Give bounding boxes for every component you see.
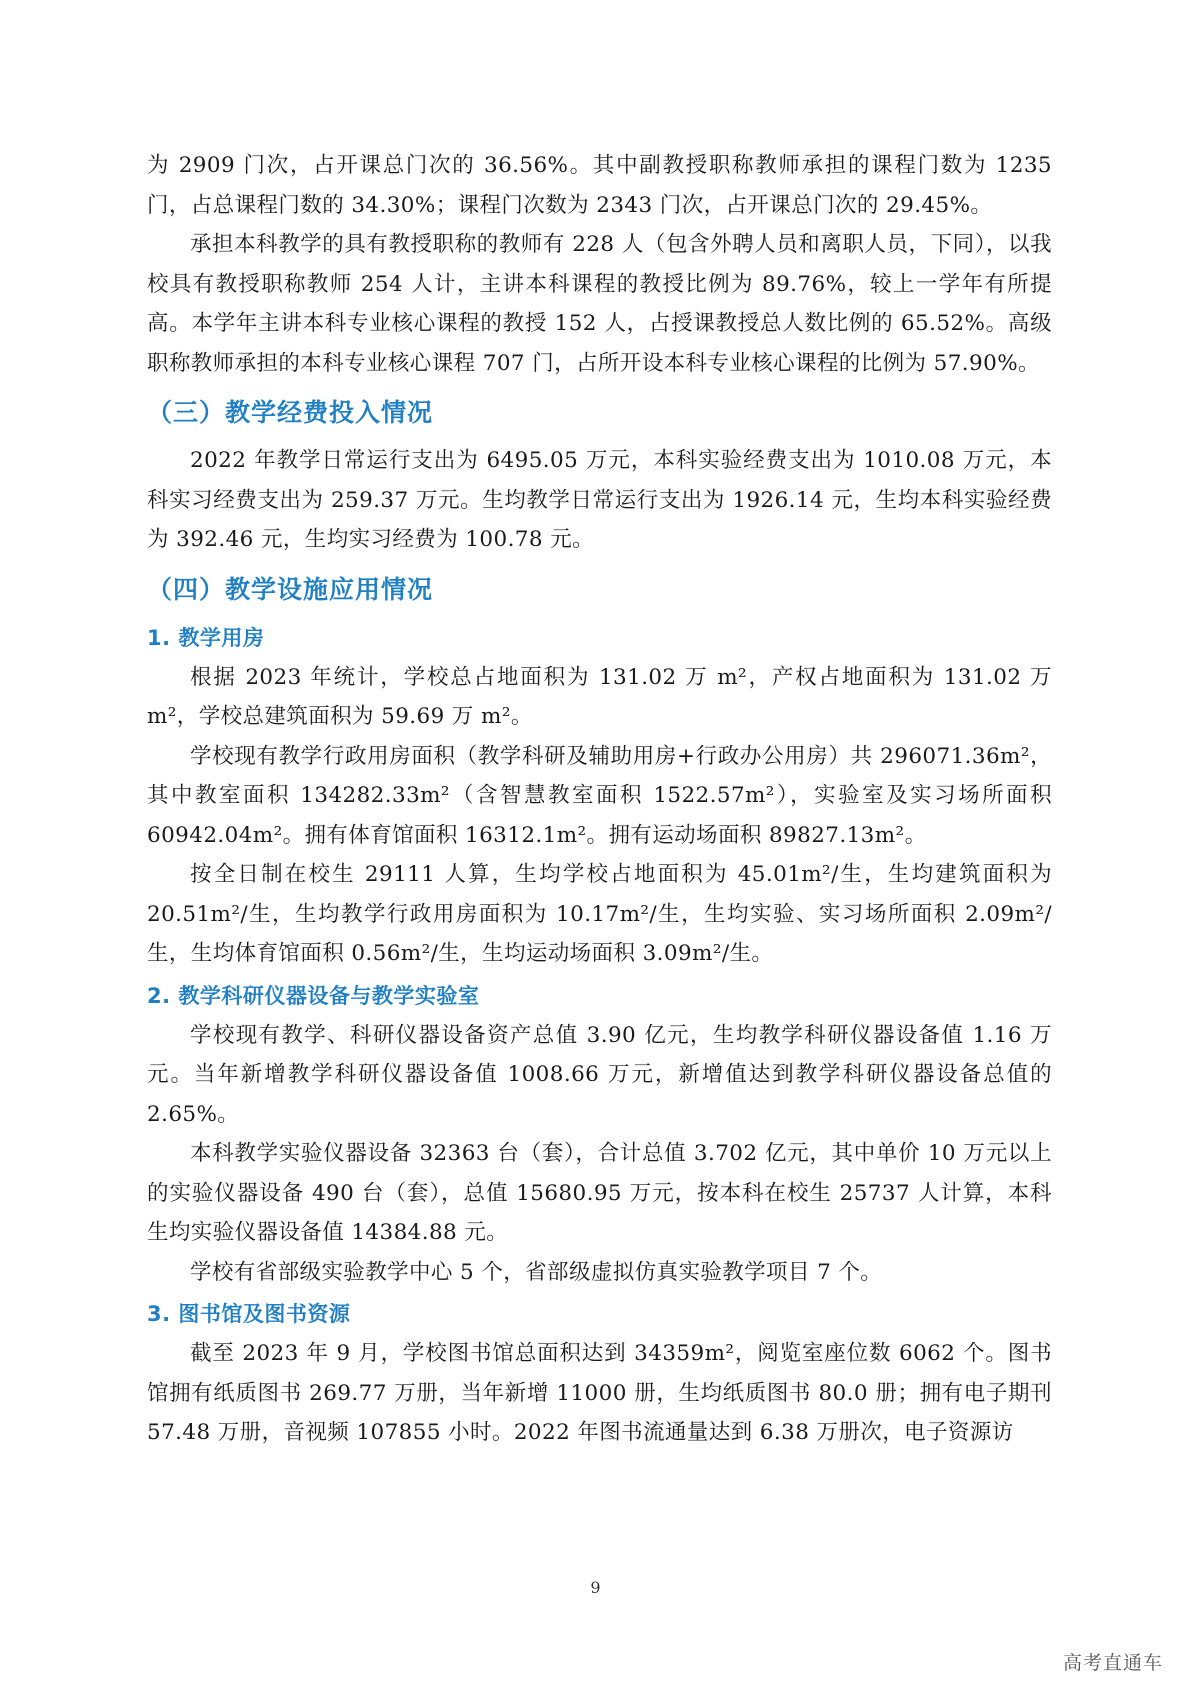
paragraph-lab-equipment: 本科教学实验仪器设备 32363 台（套），合计总值 3.702 亿元，其中单价 10 万元以上的实验仪器设备 490 台（套），总值 15680.95 万元，按本科在校生 25737 人计算，本科生均实验仪器设备值 14384.88 元。 [147, 1141, 1052, 1245]
watermark: 高考直通车 [1062, 1652, 1163, 1674]
paragraph-per-student-area: 按全日制在校生 29111 人算，生均学校占地面积为 45.01m²/生，生均建筑面积为 20.51m²/生，生均教学行政用房面积为 10.17m²/生，生均实验、实习场所面积 2.09m²/生，生均体育馆面积 0.56m²/生，生均运动场面积 3.09m²/生。 [147, 862, 1052, 966]
section-heading-facilities: （四）教学设施应用情况 [147, 574, 434, 604]
paragraph-course-stats: 为 2909 门次，占开课总门次的 36.56%。其中副教授职称教师承担的课程门数为 1235 门，占总课程门数的 34.30%；课程门次数为 2343 门次，占开课总门次的 29.45%。 [147, 153, 1052, 218]
paragraph-equipment-value: 学校现有教学、科研仪器设备资产总值 3.90 亿元，生均教学科研仪器设备值 1.16 万元。当年新增教学科研仪器设备值 1008.66 万元，新增值达到教学科研仪器设备总值的 2.65%。 [147, 1022, 1052, 1127]
paragraph-lab-centers: 学校有省部级实验教学中心 5 个，省部级虚拟仿真实验教学项目 7 个。 [190, 1259, 883, 1285]
subheading-library: 3. 图书馆及图书资源 [147, 1302, 351, 1326]
page-number: 9 [590, 1578, 601, 1597]
subheading-equipment-labs: 2. 教学科研仪器设备与教学实验室 [147, 983, 480, 1008]
paragraph-library: 截至 2023 年 9 月，学校图书馆总面积达到 34359m²，阅览室座位数 6062 个。图书馆拥有纸质图书 269.77 万册，当年新增 11000 册，生均纸质图书 80.0 册；拥有电子期刊 57.48 万册，音视频 107855 小时。2022 年图书流通量达到 6.38 万册次，电子资源访 [147, 1341, 1052, 1445]
paragraph-professor-teaching: 承担本科教学的具有教授职称的教师有 228 人（包含外聘人员和离职人员，下同），以我校具有教授职称教师 254 人计，主讲本科课程的教授比例为 89.76%，较上一学年有所提高。本学年主讲本科专业核心课程的教授 152 人，占授课教授总人数比例的 65.52%。高级职称教师承担的本科专业核心课程 707 门，占所开设本科专业核心课程的比例为 57.90%。 [147, 232, 1052, 376]
paragraph-building-area: 学校现有教学行政用房面积（教学科研及辅助用房+行政办公用房）共 296071.36m²，其中教室面积 134282.33m²（含智慧教室面积 1522.57m²），实验室及实习场所面积 60942.04m²。拥有体育馆面积 16312.1m²。拥有运动场面积 89827.13m²。 [147, 743, 1052, 848]
subheading-teaching-buildings: 1. 教学用房 [147, 625, 265, 650]
paragraph-land-area: 根据 2023 年统计，学校总占地面积为 131.02 万 m²，产权占地面积为 131.02 万 m²，学校总建筑面积为 59.69 万 m²。 [147, 664, 1052, 729]
section-heading-funding: （三）教学经费投入情况 [147, 398, 434, 427]
paragraph-funding: 2022 年教学日常运行支出为 6495.05 万元，本科实验经费支出为 1010.08 万元，本科实习经费支出为 259.37 万元。生均教学日常运行支出为 1926.14 元，生均本科实验经费为 392.46 元，生均实习经费为 100.78 元。 [147, 448, 1052, 552]
document-body [147, 146, 1052, 1453]
